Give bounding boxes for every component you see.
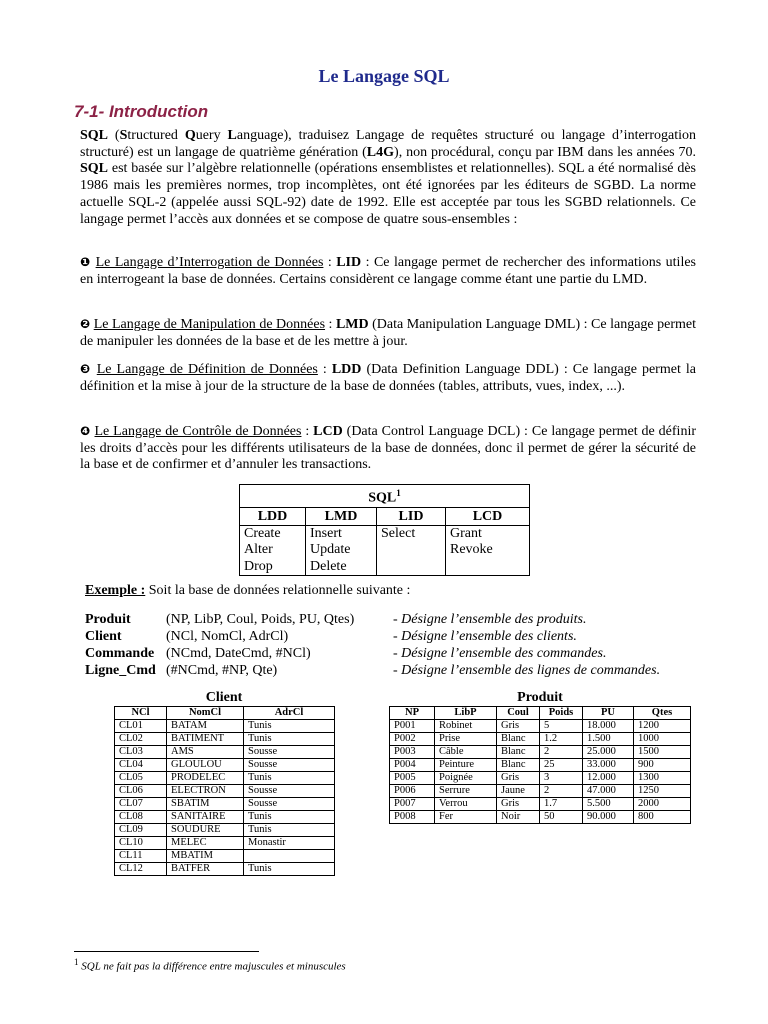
- col-header: AdrCl: [244, 707, 335, 720]
- table-cell: 2: [540, 746, 583, 759]
- letter-q: Q: [184, 128, 196, 143]
- table-cell: MELEC: [167, 837, 244, 850]
- item-lcd: ❹ Le Langage de Contrôle de Données : LCD (Data Control Language DCL) : Ce langage permet de définir les droits d’accès pour les différents utilisateurs de la base de données, donc il permet de gérer la sécurité de la base et de confirmer et d’annuler les transactions.: [80, 424, 697, 473]
- example-text: Soit la base de données relationnelle suivante :: [145, 583, 411, 598]
- item-abbr: LDD: [331, 362, 362, 377]
- table-cell: PRODELEC: [167, 772, 244, 785]
- table-cell: CL04: [115, 759, 167, 772]
- item-abbr: LMD: [335, 317, 369, 332]
- table-row: [390, 746, 691, 759]
- relation-desc: - Désigne l’ensemble des lignes de commandes.: [393, 663, 661, 678]
- relation-desc: - Désigne l’ensemble des clients.: [393, 629, 577, 644]
- command: Insert: [310, 525, 342, 541]
- table-cell: 5: [540, 720, 583, 733]
- relation-produit: [85, 611, 354, 628]
- table-cell: Blanc: [497, 759, 540, 772]
- table-cell: Jaune: [497, 785, 540, 798]
- table-cell: 1.7: [540, 798, 583, 811]
- header-ldd: LDD: [240, 507, 306, 525]
- item-extra: Data Manipulation Language DML: [376, 317, 576, 332]
- table-row: [115, 772, 335, 785]
- table-cell: Noir: [497, 811, 540, 824]
- table-row: [115, 811, 335, 824]
- table-row: [390, 733, 691, 746]
- table-cell: Fer: [435, 811, 497, 824]
- table-cell: Blanc: [497, 746, 540, 759]
- table-cell: CL03: [115, 746, 167, 759]
- table-cell: Tunis: [244, 772, 335, 785]
- table-cell: P005: [390, 772, 435, 785]
- header-lid: LID: [377, 507, 446, 525]
- item-text: : Ce langage permet de définir les droits d’accès pour les différents utilisateurs de la base de données, donc il permet de gérer la sécurité de la base et de confirmer et d’annuler les transactions.: [80, 424, 697, 473]
- lmd-commands: [306, 525, 377, 576]
- relation-client: [85, 628, 288, 645]
- table-row: [115, 759, 335, 772]
- footnote: [74, 957, 346, 973]
- table-cell: Gris: [497, 720, 540, 733]
- letter-l: L: [227, 128, 237, 143]
- relation-schema: (NP, LibP, Coul, Poids, PU, Qtes): [166, 612, 355, 627]
- table-row: [390, 798, 691, 811]
- table-cell: CL06: [115, 785, 167, 798]
- col-header: Coul: [497, 707, 540, 720]
- table-row: [115, 720, 335, 733]
- table-cell: Verrou: [435, 798, 497, 811]
- table-row: [115, 824, 335, 837]
- footnote-ref: 1: [396, 488, 401, 498]
- table-cell: CL11: [115, 850, 167, 863]
- command: Grant: [450, 525, 482, 541]
- table-row: [390, 811, 691, 824]
- sql-caption-text: SQL: [368, 490, 397, 506]
- command: Revoke: [450, 542, 493, 558]
- table-cell: BATAM: [167, 720, 244, 733]
- page-title: Le Langage SQL: [318, 66, 450, 86]
- col-header: PU: [583, 707, 634, 720]
- table-cell: 2: [540, 785, 583, 798]
- relation-desc: - Désigne l’ensemble des commandes.: [393, 646, 607, 661]
- table-cell: 1500: [634, 746, 691, 759]
- command: Delete: [310, 558, 347, 574]
- word-tructured: tructured: [127, 128, 185, 143]
- item-lmd: ❷ Le Langage de Manipulation de Données : LMD (Data Manipulation Language DML) : Ce langage permet de manipuler les données de la base et de les mettre à jour.: [80, 317, 697, 349]
- table-cell: SOUDURE: [167, 824, 244, 837]
- table-cell: BATFER: [167, 863, 244, 876]
- table-cell: 25: [540, 759, 583, 772]
- item-name: Le Langage d’Interrogation de Données: [95, 255, 324, 270]
- table-cell: CL09: [115, 824, 167, 837]
- lid-commands: [377, 525, 446, 576]
- relation-name: Commande: [85, 646, 155, 661]
- footnote-separator: [74, 951, 259, 952]
- table-cell: P001: [390, 720, 435, 733]
- sql-table-caption: [240, 485, 530, 508]
- table-cell: P004: [390, 759, 435, 772]
- table-cell: Monastir: [244, 837, 335, 850]
- table-cell: Blanc: [497, 733, 540, 746]
- table-cell: Tunis: [244, 863, 335, 876]
- ldd-commands: [240, 525, 306, 576]
- table-cell: SANITAIRE: [167, 811, 244, 824]
- bullet-4: ❹: [80, 424, 91, 438]
- table-cell: Serrure: [435, 785, 497, 798]
- relation-commande: [85, 645, 311, 662]
- table-cell: 25.000: [583, 746, 634, 759]
- table-cell: MBATIM: [167, 850, 244, 863]
- table-cell: Prise: [435, 733, 497, 746]
- col-header: Poids: [540, 707, 583, 720]
- table-cell: Sousse: [244, 798, 335, 811]
- produit-table: [389, 706, 691, 824]
- sql-sublanguages-table: [239, 484, 530, 576]
- table-row: [115, 785, 335, 798]
- relation-name: Ligne_Cmd: [85, 663, 156, 678]
- relation-schema: (#NCmd, #NP, Qte): [166, 663, 278, 678]
- table-cell: CL12: [115, 863, 167, 876]
- item-name: Le Langage de Définition de Données: [96, 362, 318, 377]
- word-anguage: anguage: [236, 128, 284, 143]
- table-cell: P006: [390, 785, 435, 798]
- command: Select: [381, 525, 416, 541]
- relation-schema: (NCmd, DateCmd, #NCl): [166, 646, 311, 661]
- header-lcd: LCD: [446, 507, 530, 525]
- relation-ligne-cmd: [85, 662, 277, 679]
- item-lid: ❶ Le Langage d’Interrogation de Données : LID : Ce langage permet de rechercher des informations utiles en interrogeant la base de données. Certains considèrent ce langage comme étant une partie du LMD.: [80, 255, 696, 287]
- relation-name: Client: [85, 629, 122, 644]
- table-cell: P008: [390, 811, 435, 824]
- footnote-text: SQL ne fait pas la différence entre majuscules et minuscules: [78, 960, 346, 973]
- relation-name: Produit: [85, 612, 131, 627]
- table-row: [390, 720, 691, 733]
- table-cell: 1000: [634, 733, 691, 746]
- col-header: Qtes: [634, 707, 691, 720]
- item-abbr: LCD: [313, 424, 343, 439]
- table-cell: Câble: [435, 746, 497, 759]
- table-cell: 1250: [634, 785, 691, 798]
- letter-s: S: [119, 128, 128, 143]
- example-label: Exemple :: [85, 583, 146, 598]
- table-cell: 90.000: [583, 811, 634, 824]
- table-cell: Poignée: [435, 772, 497, 785]
- table-cell: Sousse: [244, 759, 335, 772]
- col-header: NP: [390, 707, 435, 720]
- client-table: [114, 706, 335, 876]
- item-text: : Ce langage permet la définition et la mise à jour de la structure de la base de données (tables, attributs, vues, index, ...).: [80, 362, 696, 394]
- table-cell: Robinet: [435, 720, 497, 733]
- table-cell: P003: [390, 746, 435, 759]
- table-cell: CL07: [115, 798, 167, 811]
- item-name: Le Langage de Contrôle de Données: [94, 424, 302, 439]
- table-row: [115, 746, 335, 759]
- l4g-term: L4G: [366, 144, 395, 160]
- item-ldd: ❸ Le Langage de Définition de Données : LDD (Data Definition Language DDL) : Ce langage permet la définition et la mise à jour de la structure de la base de données (tables, attributs, vues, index, ...).: [80, 362, 696, 394]
- item-text: : Ce langage permet de manipuler les données de la base et de les mettre à jour.: [80, 317, 697, 349]
- table-cell: 800: [634, 811, 691, 824]
- table-cell: Sousse: [244, 746, 335, 759]
- item-extra: Data Control Language DCL: [351, 424, 516, 439]
- item-abbr: LID: [336, 255, 362, 270]
- table-cell: CL05: [115, 772, 167, 785]
- relation-desc: - Désigne l’ensemble des produits.: [393, 612, 587, 627]
- command: Create: [244, 525, 281, 541]
- table-cell: CL01: [115, 720, 167, 733]
- example-line: [85, 583, 410, 599]
- table-cell: 1.2: [540, 733, 583, 746]
- intro-text-3: est basée sur l’algèbre relationnelle (opérations ensemblistes et relationnelles). SQL a été normalisé dès 1986 mais les premières normes, trop incomplètes, ont été ignorées par les éditeurs de SGBD. La norme actuelle SQL-2 (appelée aussi SQL-92) date de 1992. Elle est acceptée par tous les SGBD relationnels. Ce langage permet l’accès aux données et se compose de quatre sous-ensembles :: [80, 161, 696, 227]
- intro-text-1: ), traduisez Langage de requêtes structuré ou langage d’interrogation structuré) est un langage de quatrième génération (: [80, 128, 696, 160]
- table-cell: BATIMENT: [167, 733, 244, 746]
- table-cell: Tunis: [244, 720, 335, 733]
- table-row: [390, 772, 691, 785]
- table-cell: [244, 850, 335, 863]
- table-cell: 50: [540, 811, 583, 824]
- table-cell: CL10: [115, 837, 167, 850]
- intro-text-2: ), non procédural, conçu par IBM dans les années 70.: [394, 144, 696, 160]
- col-header: NCl: [115, 707, 167, 720]
- relation-schema: (NCl, NomCl, AdrCl): [166, 629, 289, 644]
- footnote-number: 1: [74, 957, 79, 967]
- table-cell: 3: [540, 772, 583, 785]
- table-cell: CL08: [115, 811, 167, 824]
- table-cell: Peinture: [435, 759, 497, 772]
- table-cell: AMS: [167, 746, 244, 759]
- table-cell: Sousse: [244, 785, 335, 798]
- table-cell: Gris: [497, 772, 540, 785]
- table-cell: 1.500: [583, 733, 634, 746]
- table-cell: 33.000: [583, 759, 634, 772]
- bullet-1: ❶: [80, 255, 92, 269]
- command: Update: [310, 542, 351, 558]
- bullet-3: ❸: [80, 362, 92, 376]
- table-cell: 1200: [634, 720, 691, 733]
- item-text: : Ce langage permet de rechercher des informations utiles en interrogeant la base de données. Certains considèrent ce langage comme étant une partie du LMD.: [80, 255, 696, 287]
- table-row: [115, 863, 335, 876]
- col-header: LibP: [435, 707, 497, 720]
- table-cell: 5.500: [583, 798, 634, 811]
- lcd-commands: [446, 525, 530, 576]
- table-cell: CL02: [115, 733, 167, 746]
- command: Drop: [244, 558, 273, 574]
- table-cell: 1300: [634, 772, 691, 785]
- table-cell: 47.000: [583, 785, 634, 798]
- client-table-caption: Client: [205, 690, 243, 705]
- table-cell: P007: [390, 798, 435, 811]
- table-cell: GLOULOU: [167, 759, 244, 772]
- table-cell: Tunis: [244, 824, 335, 837]
- item-extra: Data Definition Language DDL: [371, 362, 555, 377]
- table-row: [390, 785, 691, 798]
- produit-table-caption: Produit: [517, 690, 563, 705]
- table-row: [390, 759, 691, 772]
- table-cell: 2000: [634, 798, 691, 811]
- table-cell: Tunis: [244, 811, 335, 824]
- col-header: NomCl: [167, 707, 244, 720]
- intro-paragraph: SQL (Structured Query Language), traduisez Langage de requêtes structuré ou langage d’interrogation structuré) est un langage de quatrième génération (L4G), non procédural, conçu par IBM dans les années 70. SQL est basée sur l’algèbre relationnelle (opérations ensemblistes et relationnelles). SQL a été normalisé dès 1986 mais les premières normes, trop incomplètes, ont été ignorées par les éditeurs de SGBD. La norme actuelle SQL-2 (appelée aussi SQL-92) date de 1992. Elle est acceptée par tous les SGBD relationnels. Ce langage permet l’accès aux données et se compose de quatre sous-ensembles :: [80, 128, 696, 227]
- bullet-2: ❷: [80, 317, 91, 331]
- header-lmd: LMD: [306, 507, 377, 525]
- table-row: [115, 850, 335, 863]
- table-cell: 900: [634, 759, 691, 772]
- table-cell: P002: [390, 733, 435, 746]
- table-cell: Tunis: [244, 733, 335, 746]
- sql-term: SQL: [80, 128, 109, 143]
- command: Alter: [244, 542, 273, 558]
- table-row: [115, 798, 335, 811]
- table-cell: 12.000: [583, 772, 634, 785]
- table-cell: 18.000: [583, 720, 634, 733]
- table-cell: ELECTRON: [167, 785, 244, 798]
- table-row: [115, 837, 335, 850]
- word-uery: uery: [195, 128, 228, 143]
- sql-term-2: SQL: [80, 161, 109, 177]
- item-name: Le Langage de Manipulation de Données: [93, 317, 326, 332]
- table-cell: Gris: [497, 798, 540, 811]
- table-cell: SBATIM: [167, 798, 244, 811]
- table-row: [115, 733, 335, 746]
- section-heading: 7-1- Introduction: [74, 102, 209, 121]
